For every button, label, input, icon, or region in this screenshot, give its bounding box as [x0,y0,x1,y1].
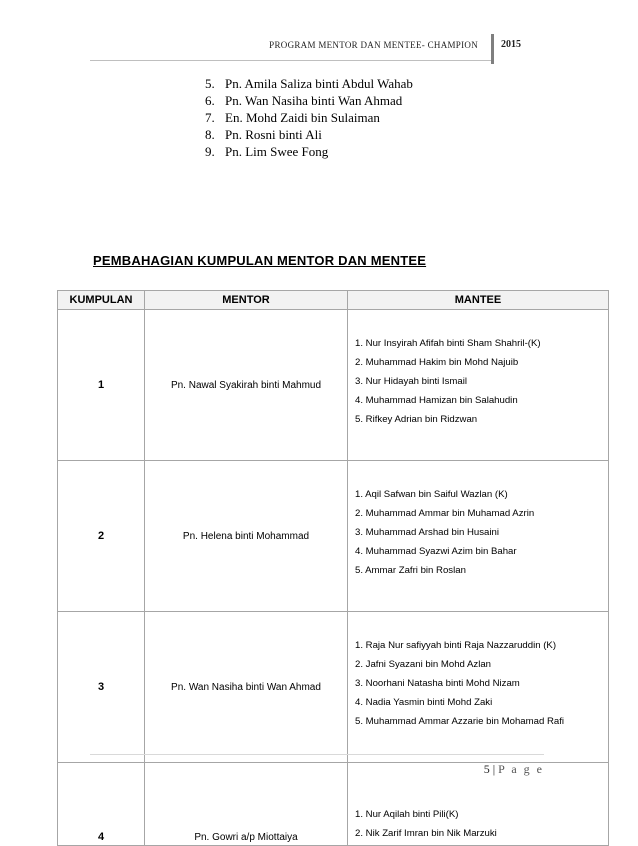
list-name: Pn. Amila Saliza binti Abdul Wahab [225,76,413,91]
mentee-item: 1. Aqil Safwan bin Saiful Wazlan (K) [355,489,508,500]
list-number: 7. [205,110,215,125]
page-number: 5 [483,762,490,776]
list-item [205,143,413,160]
list-number: 6. [205,93,215,108]
header-mantee: MANTEE [348,291,609,310]
header-rule [90,60,491,61]
mentee-item: 4. Nadia Yasmin binti Mohd Zaki [355,697,493,708]
group-number: 3 [58,612,145,763]
list-item [205,126,413,143]
mentee-item: 5. Rifkey Adrian bin Ridzwan [355,414,478,425]
group-number: 4 [58,763,145,846]
mentee-item: 5. Muhammad Ammar Azzarie bin Mohamad Rafi [355,716,565,727]
header-mentor: MENTOR [145,291,348,310]
table-row [58,612,609,763]
page-footer [90,762,544,777]
list-name: Pn. Wan Nasiha binti Wan Ahmad [225,93,403,108]
mentee-item: 4. Muhammad Hamizan bin Salahudin [355,395,518,406]
group-number: 1 [58,310,145,461]
list-item [205,109,413,126]
header-separator [491,34,494,64]
list-number: 5. [205,76,215,91]
group-mentees [348,461,609,612]
page-header [90,34,540,64]
table-header-row [58,291,609,310]
header-kumpulan: KUMPULAN [58,291,145,310]
mentee-item: 5. Ammar Zafri bin Roslan [355,565,466,576]
mentee-item: 2. Muhammad Ammar bin Muhamad Azrin [355,508,535,519]
mentee-item: 1. Nur Insyirah Afifah binti Sham Shahril-(K) [355,338,541,349]
list-number: 9. [205,144,215,159]
table-row [58,310,609,461]
list-name: Pn. Lim Swee Fong [225,144,329,159]
header-year: 2015 [501,39,521,50]
group-mentor: Pn. Nawal Syakirah binti Mahmud [145,310,348,461]
mentee-item: 4. Muhammad Syazwi Azim bin Bahar [355,546,517,557]
list-name: En. Mohd Zaidi bin Sulaiman [225,110,380,125]
footer-rule [90,754,544,755]
page-label: P a g e [498,762,544,776]
group-mentor: Pn. Helena binti Mohammad [145,461,348,612]
header-title: PROGRAM MENTOR DAN MENTEE- CHAMPION [269,40,478,50]
list-name: Pn. Rosni binti Ali [225,127,322,142]
list-item [205,75,413,92]
group-mentor: Pn. Gowri a/p Miottaiya [145,763,348,846]
mentee-item: 2. Muhammad Hakim bin Mohd Najuib [355,357,519,368]
group-mentor: Pn. Wan Nasiha binti Wan Ahmad [145,612,348,763]
footer-separator: | [492,762,496,776]
section-title: PEMBAHAGIAN KUMPULAN MENTOR DAN MENTEE [93,253,427,268]
group-number: 2 [58,461,145,612]
group-mentees [348,612,609,763]
list-item [205,92,413,109]
table-row [58,461,609,612]
mentee-item: 3. Muhammad Arshad bin Husaini [355,527,499,538]
group-mentees [348,310,609,461]
mentee-item: 1. Nur Aqilah binti Pili(K) [355,809,459,820]
mentee-item: 2. Jafni Syazani bin Mohd Azlan [355,659,491,670]
list-number: 8. [205,127,215,142]
mentee-item: 1. Raja Nur safiyyah binti Raja Nazzaruddin (K) [355,640,557,651]
mentee-item: 3. Nur Hidayah binti Ismail [355,376,467,387]
mentee-item: 3. Noorhani Natasha binti Mohd Nizam [355,678,520,689]
mentee-item: 2. Nik Zarif Imran bin Nik Marzuki [355,828,497,839]
committee-list [205,75,413,160]
